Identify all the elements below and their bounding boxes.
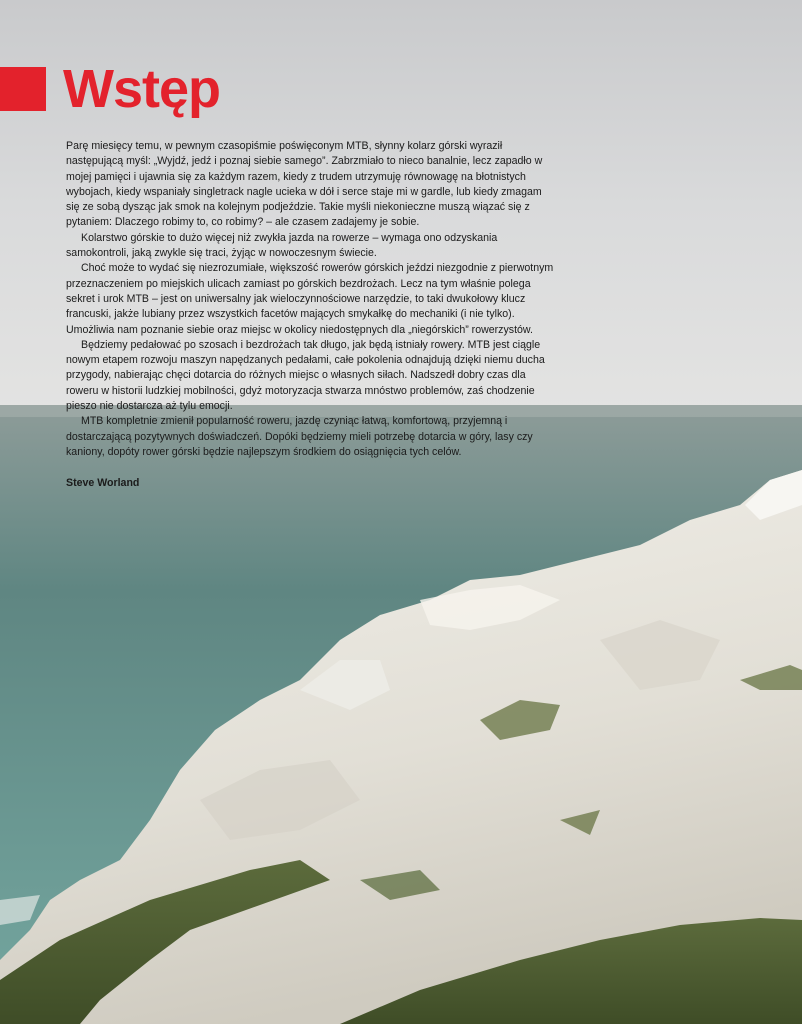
- accent-bar: [0, 67, 46, 111]
- paragraph: Choć może to wydać się niezrozumiałe, większość rowerów górskich jeździ niezgodnie z pierwotnym przeznaczeniem po miejskich ulicach zamiast po górskich bezdrożach. Lecz na tym właśnie polega sekret i urok MTB – jest on uniwersalny jak wieloczynnościowe narzędzie, to taki dwukołowy klucz francuski, jakże lubiany przez wszystkich facetów mających smykałkę do mechaniki (i nie tylko). Umożliwia nam poznanie siebie oraz miejsc w okolicy niedostępnych dla „niegórskich” rowerzystów.: [66, 262, 554, 336]
- article-body: [66, 139, 558, 460]
- author-signature: Steve Worland: [66, 477, 140, 489]
- paragraph: MTB kompletnie zmienił popularność roweru, jazdę czyniąc łatwą, komfortową, przyjemną i dostarczającą pozytywnych doświadczeń. Dopóki będziemy mieli potrzebę dotarcia w góry, lasy czy kaniony, dopóty rower górski będzie najlepszym środkiem do osiągnięcia tych celów.: [66, 415, 533, 458]
- paragraph: Kolarstwo górskie to dużo więcej niż zwykła jazda na rowerze – wymaga ono odzyskania samokontroli, jaką zwykle się traci, żyjąc w nowoczesnym świecie.: [66, 231, 498, 260]
- paragraph: Parę miesięcy temu, w pewnym czasopiśmie poświęconym MTB, słynny kolarz górski wyraził następującą myśl: „Wyjdź, jedź i poznaj siebie samego”. Zabrzmiało to nieco banalnie, lecz zapadło w mojej pamięci i ujawnia się za każdym razem, kiedy z trudem utrzymuję równowagę na błotnistych wybojach, kiedy wspaniały singletrack nagle ucieka w dół i serce staje mi w gardle, lub kiedy zmagam się ze sobą dysząc jak smok na kolejnym podjeździe. Takie myśli niekonieczne muszą wiązać się z pytaniem: Dlaczego robimy to, co robimy? – ale czasem zadajemy je sobie.: [66, 140, 543, 229]
- paragraph: Będziemy pedałować po szosach i bezdrożach tak długo, jak będą istniały rowery. MTB jest ciągle nowym etapem rozwoju maszyn napędzanych pedałami, całe pokolenia odnajdują dzięki niemu ducha przygody, nabierając chęci dotarcia do różnych miejsc o własnych siłach. Nadszedł dobry czas dla roweru w historii ludzkiej mobilności, gdyż motoryzacja stwarza mnóstwo problemów, zaś chodzenie pieszo nie dostarcza aż tylu emocji.: [66, 338, 545, 413]
- page-title: Wstęp: [63, 59, 220, 119]
